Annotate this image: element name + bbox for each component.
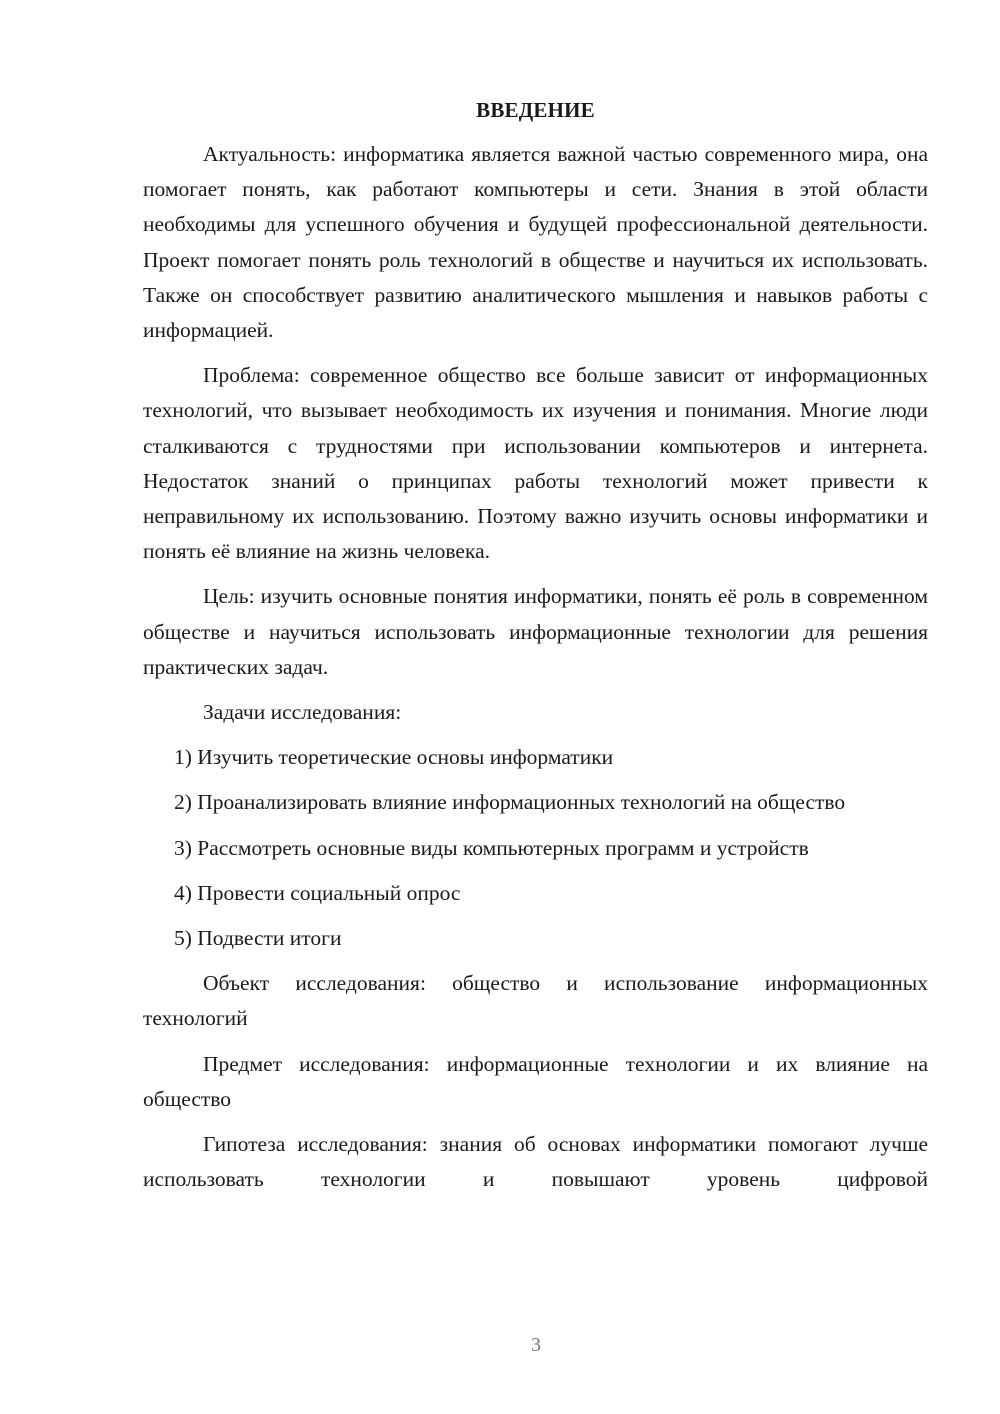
task-item-4: 4) Провести социальный опрос	[174, 880, 461, 905]
problem-paragraph: Проблема: современное общество все больше зависит от информационных технологий, что вызывает необходимость их изучения и понимания. Многие люди сталкиваются с трудностями при использовании компьютеров и интернета. Недостаток знаний о принципах работы технологий может привести к неправильному их использованию. Поэтому важно изучить основы информатики и понять её влияние на жизнь человека.	[143, 363, 928, 564]
hypothesis-paragraph: Гипотеза исследования: знания об основах информатики помогают лучше использовать технологии и повышают уровень цифровой	[143, 1132, 928, 1192]
relevance-paragraph: Актуальность: информатика является важной частью современного мира, она помогает понять, как работают компьютеры и сети. Знания в этой области необходимы для успешного обучения и будущей профессиональной деятельности. Проект помогает понять роль технологий в обществе и научиться их использовать. Также он способствует развитию аналитического мышления и навыков работы с информацией.	[143, 142, 928, 343]
page-number: 3	[531, 1334, 541, 1356]
subject-paragraph: Предмет исследования: информационные технологии и их влияние на общество	[143, 1051, 928, 1111]
goal-paragraph: Цель: изучить основные понятия информатики, понять её роль в современном обществе и научиться использовать информационные технологии для решения практических задач.	[143, 584, 928, 679]
tasks-heading: Задачи исследования:	[203, 700, 402, 725]
task-item-2: 2) Проанализировать влияние информационных технологий на общество	[174, 790, 846, 815]
task-item-1: 1) Изучить теоретические основы информатики	[174, 745, 614, 770]
section-title: ВВЕДЕНИЕ	[476, 98, 595, 122]
task-item-3: 3) Рассмотреть основные виды компьютерных программ и устройств	[174, 835, 809, 860]
document-page	[143, 95, 928, 1207]
task-item-5: 5) Подвести итоги	[174, 926, 342, 951]
object-paragraph: Объект исследования: общество и использование информационных технологий	[143, 971, 928, 1031]
